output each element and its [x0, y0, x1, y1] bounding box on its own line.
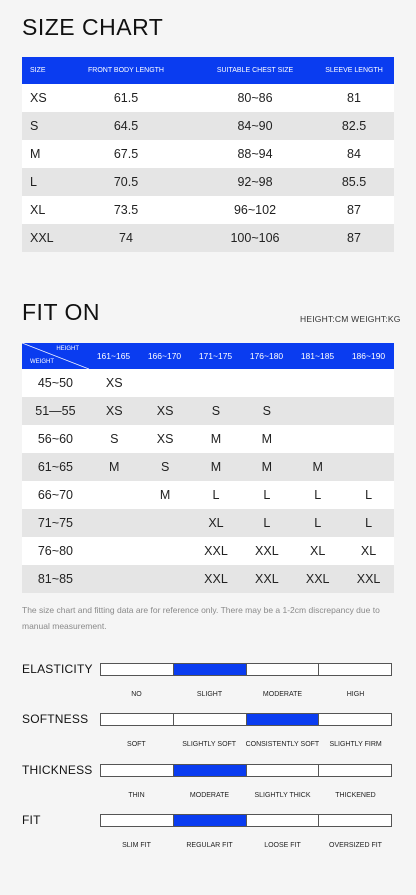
fit-row: [22, 397, 394, 425]
scale-segment: [247, 664, 320, 675]
size-chart-table: [22, 57, 394, 252]
chest-size-cell: 100~106: [230, 231, 280, 245]
scale-segment: [319, 765, 391, 776]
fit-size-cell: XXL: [255, 572, 279, 586]
scale-bar-thickness: [100, 764, 392, 777]
front-body-length-cell: 67.5: [113, 147, 139, 161]
fit-size-cell: M: [109, 460, 120, 474]
fit-size-cell: XL: [360, 544, 377, 558]
scale-option-label: REGULAR FIT: [186, 842, 233, 849]
scale-option-label: SLIGHTLY FIRM: [329, 741, 382, 748]
corner-height-label: HEIGHT: [56, 346, 79, 352]
size-row: [22, 224, 394, 252]
weight-cell: 66~70: [37, 488, 73, 502]
weight-cell: 45~50: [37, 376, 73, 390]
scale-option-label: THIN: [128, 792, 145, 799]
height-header: 161~165: [96, 351, 131, 361]
header-chest-size: SUITABLE CHEST SIZE: [216, 67, 294, 74]
fit-size-cell: L: [365, 488, 373, 502]
scale-option-label: SOFT: [127, 741, 146, 748]
scale-segment: [101, 714, 174, 725]
scale-segment-selected: [247, 714, 320, 725]
fit-size-cell: XL: [208, 516, 224, 530]
fit-row: [22, 481, 394, 509]
chest-size-cell: 84~90: [237, 119, 273, 133]
chest-size-cell: 80~86: [237, 91, 273, 105]
weight-cell: 76~80: [37, 544, 73, 558]
fit-on-title: FIT ON: [22, 299, 100, 325]
scale-bar-elasticity: [100, 663, 392, 676]
size-cell: L: [30, 175, 37, 189]
scale-option-label: LOOSE FIT: [264, 842, 301, 849]
scale-segment: [319, 815, 391, 826]
fit-size-cell: XS: [105, 404, 123, 418]
sleeve-length-cell: 87: [347, 231, 361, 245]
sleeve-length-cell: 87: [347, 203, 361, 217]
weight-cell: 61~65: [37, 460, 73, 474]
fit-size-cell: XL: [310, 544, 326, 558]
scale-segment: [101, 765, 174, 776]
scale-option-label: SLIGHTLY SOFT: [182, 741, 237, 748]
scale-segment: [247, 765, 320, 776]
fit-size-cell: XXL: [204, 572, 228, 586]
size-cell: XL: [30, 203, 46, 217]
fit-size-cell: XXL: [356, 572, 381, 586]
weight-cell: 71~75: [37, 516, 73, 530]
scale-option-label: THICKENED: [335, 792, 376, 799]
scale-segment: [319, 664, 391, 675]
scale-options: [100, 792, 392, 799]
scale-segment-selected: [174, 765, 247, 776]
fit-size-cell: L: [365, 516, 373, 530]
size-cell: XS: [30, 91, 47, 105]
fit-row: [22, 453, 394, 481]
scale-label-elasticity: ELASTICITY: [22, 662, 93, 676]
fit-size-cell: L: [263, 488, 271, 502]
fit-size-cell: XS: [105, 376, 123, 390]
fit-row: [22, 509, 394, 537]
sleeve-length-cell: 82.5: [341, 119, 367, 133]
front-body-length-cell: 73.5: [113, 203, 139, 217]
scale-option-label: MODERATE: [189, 792, 230, 799]
chest-size-cell: 88~94: [237, 147, 273, 161]
fit-size-cell: L: [263, 516, 271, 530]
fit-on-table: [22, 343, 394, 593]
fit-size-cell: XS: [156, 404, 174, 418]
fit-row: [22, 537, 394, 565]
height-weight-corner: [22, 343, 88, 369]
scale-segment: [247, 815, 320, 826]
scale-option-label: NO: [131, 691, 142, 698]
size-chart-title: SIZE CHART: [22, 14, 164, 40]
fit-size-cell: L: [212, 488, 220, 502]
fit-size-cell: XS: [156, 432, 174, 446]
front-body-length-cell: 64.5: [113, 119, 139, 133]
fit-size-cell: S: [110, 432, 119, 446]
scale-options: [100, 691, 392, 698]
scale-option-label: SLIGHTLY THICK: [254, 792, 311, 799]
size-cell: S: [30, 119, 39, 133]
fit-size-cell: L: [314, 516, 322, 530]
size-row: [22, 84, 394, 112]
fit-on-header: [22, 343, 394, 369]
fit-size-cell: S: [211, 404, 221, 418]
sleeve-length-cell: 85.5: [341, 175, 367, 189]
fit-size-cell: XXL: [305, 572, 330, 586]
size-cell: M: [30, 147, 41, 161]
scale-option-label: OVERSIZED FIT: [329, 842, 382, 849]
size-row: [22, 196, 394, 224]
fit-size-cell: M: [261, 460, 273, 474]
fit-size-cell: M: [159, 488, 171, 502]
height-header: 176~180: [249, 351, 284, 361]
scale-label-softness: SOFTNESS: [22, 712, 89, 726]
fit-size-cell: M: [261, 432, 273, 446]
sleeve-length-cell: 84: [347, 147, 361, 161]
fit-size-cell: M: [312, 460, 323, 474]
scale-option-label: HIGH: [346, 691, 365, 698]
height-header: 186~190: [351, 351, 386, 361]
scale-option-label: SLIGHT: [196, 691, 223, 698]
fit-row: [22, 565, 394, 593]
chest-size-cell: 92~98: [237, 175, 273, 189]
size-cell: XXL: [30, 231, 54, 245]
fit-size-cell: S: [262, 404, 271, 418]
front-body-length-cell: 61.5: [113, 91, 139, 105]
fit-row: [22, 369, 394, 397]
header-sleeve-length: SLEEVE LENGTH: [325, 67, 383, 74]
fit-size-cell: M: [210, 432, 222, 446]
scale-option-label: MODERATE: [262, 691, 303, 698]
size-row: [22, 112, 394, 140]
height-header: 171~175: [198, 351, 233, 361]
scale-options: [100, 741, 392, 748]
sleeve-length-cell: 81: [347, 91, 361, 105]
scale-segment-selected: [174, 815, 247, 826]
fit-size-cell: S: [160, 460, 170, 474]
height-header: 181~185: [300, 351, 335, 361]
fit-size-cell: XXL: [255, 544, 279, 558]
weight-cell: 81~85: [37, 572, 73, 586]
header-front-body-length: FRONT BODY LENGTH: [88, 67, 164, 74]
size-row: [22, 140, 394, 168]
scale-segment: [174, 714, 247, 725]
scale-segment: [101, 815, 174, 826]
weight-cell: 51—55: [35, 404, 76, 418]
size-row: [22, 168, 394, 196]
corner-weight-label: WEIGHT: [30, 359, 54, 365]
scale-bar-softness: [100, 713, 392, 726]
fit-row: [22, 425, 394, 453]
scale-options: [100, 842, 392, 849]
scale-segment: [101, 664, 174, 675]
fit-size-cell: XXL: [204, 544, 228, 558]
scale-label-fit: FIT: [22, 813, 41, 827]
fit-size-cell: M: [210, 460, 222, 474]
front-body-length-cell: 70.5: [113, 175, 139, 189]
fit-size-cell: L: [314, 488, 322, 502]
scale-bar-fit: [100, 814, 392, 827]
height-header: 166~170: [147, 351, 182, 361]
scale-label-thickness: THICKNESS: [22, 763, 93, 777]
front-body-length-cell: 74: [119, 231, 133, 245]
chest-size-cell: 96~102: [233, 203, 277, 217]
disclaimer-note: The size chart and fitting data are for reference only. There may be a 1-2cm discrepancy due to manual measurement.: [22, 605, 380, 631]
units-label: HEIGHT:CM WEIGHT:KG: [300, 314, 401, 324]
scale-segment: [319, 714, 391, 725]
scale-option-label: CONSISTENTLY SOFT: [245, 741, 320, 748]
weight-cell: 56~60: [37, 432, 73, 446]
scale-segment-selected: [174, 664, 247, 675]
scale-option-label: SLIM FIT: [122, 842, 151, 849]
header-size: SIZE: [30, 67, 46, 74]
size-chart-header: [22, 57, 394, 84]
